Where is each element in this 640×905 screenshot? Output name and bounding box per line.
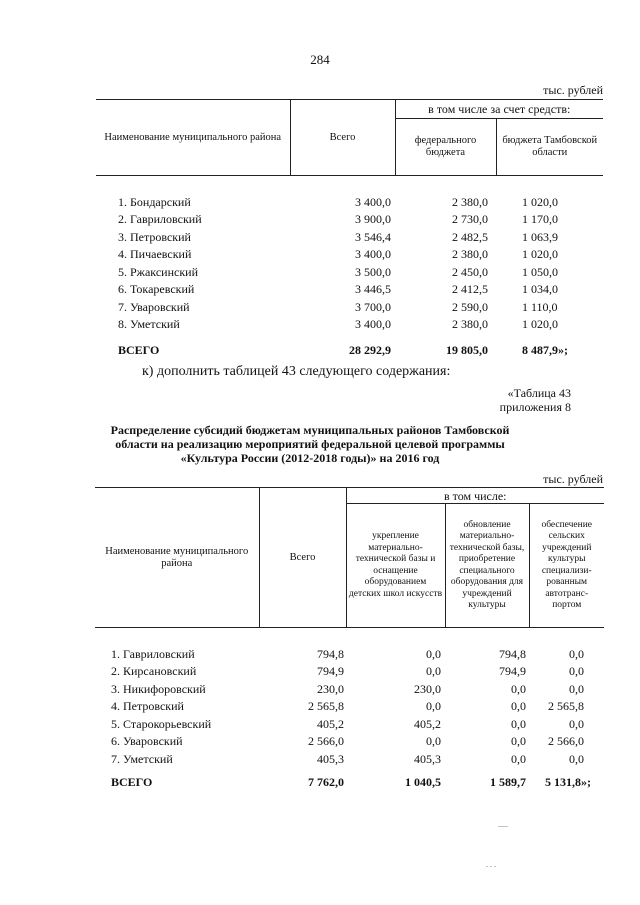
table-row (95, 751, 604, 769)
cell-name: 5. Ржаксинский (118, 264, 198, 279)
cell-federal: 2 450,0 (452, 264, 488, 279)
cell-total: 2 565,8 (308, 699, 344, 714)
amendment-paragraph: к) дополнить таблицей 43 следующего содержания: (142, 364, 451, 379)
cell-c2: 794,8 (499, 646, 526, 661)
cell-c2: 0,0 (511, 681, 526, 696)
table1-header-name: Наименование муниципального района (96, 100, 290, 176)
scan-mark: ..... (498, 820, 508, 829)
table-row (95, 716, 604, 734)
table2 (95, 487, 604, 790)
title-line3: «Культура России (2012-2018 годы)» на 2016 год (180, 451, 440, 465)
cell-c2: 0,0 (511, 716, 526, 731)
cell-federal: 2 380,0 (452, 194, 488, 209)
cell-regional: 1 050,0 (522, 264, 558, 279)
cell-regional: 1 170,0 (522, 212, 558, 227)
cell-total: 3 400,0 (355, 317, 391, 332)
total-col3: 5 131,8»; (545, 775, 591, 789)
total-value: 28 292,9 (349, 342, 391, 357)
table2-header-col1: укрепление материально-технической базы и оснащение оборудованием детских школ искусств (346, 504, 445, 628)
table-reference-line2: приложения 8 (499, 400, 571, 414)
cell-c1: 405,2 (414, 716, 441, 731)
cell-total: 405,2 (317, 716, 344, 731)
cell-federal: 2 590,0 (452, 299, 488, 314)
table2-header-total: Всего (259, 488, 346, 628)
cell-c2: 0,0 (511, 734, 526, 749)
cell-c1: 0,0 (426, 734, 441, 749)
cell-c3: 0,0 (569, 664, 584, 679)
table-row (95, 698, 604, 716)
cell-regional: 1 020,0 (522, 247, 558, 262)
cell-total: 794,8 (317, 646, 344, 661)
table-row (95, 733, 604, 751)
table1-header-federal: федерального бюджета (395, 119, 496, 176)
cell-total: 3 900,0 (355, 212, 391, 227)
cell-name: 1. Бондарский (118, 194, 191, 209)
table2-header-col3: обеспечение сельских учреждений культуры специализи-рованным автотранс-портом (529, 504, 604, 628)
title-line2: области на реализацию мероприятий федеральной целевой программы (115, 437, 505, 451)
total-federal: 19 805,0 (446, 342, 488, 357)
cell-federal: 2 412,5 (452, 282, 488, 297)
table1-unit: тыс. рублей (543, 83, 603, 97)
table2-unit: тыс. рублей (543, 472, 603, 486)
table-row (96, 246, 603, 264)
table1-header-regional: бюджета Тамбовской области (496, 119, 603, 176)
cell-federal: 2 482,5 (452, 229, 488, 244)
table2-header-name: Наименование муниципального района (95, 488, 259, 628)
cell-total: 794,9 (317, 664, 344, 679)
cell-name: 7. Уваровский (118, 299, 190, 314)
cell-name: 2. Гавриловский (118, 212, 202, 227)
cell-name: 3. Петровский (118, 229, 191, 244)
table-row (96, 211, 603, 229)
table-row (95, 663, 604, 681)
cell-c3: 0,0 (569, 681, 584, 696)
page-number: 284 (310, 52, 330, 67)
cell-total: 3 400,0 (355, 247, 391, 262)
cell-c1: 0,0 (426, 664, 441, 679)
cell-c3: 2 565,8 (548, 699, 584, 714)
cell-c1: 230,0 (414, 681, 441, 696)
cell-regional: 1 063,9 (522, 229, 558, 244)
table2-title (110, 423, 510, 465)
table-row (96, 316, 603, 334)
cell-regional: 1 110,0 (522, 299, 558, 314)
cell-total: 3 500,0 (355, 264, 391, 279)
cell-regional: 1 020,0 (522, 194, 558, 209)
cell-name: 4. Пичаевский (118, 247, 192, 262)
cell-c3: 0,0 (569, 716, 584, 731)
cell-c2: 0,0 (511, 751, 526, 766)
cell-name: 8. Уметский (118, 317, 180, 332)
cell-c1: 0,0 (426, 646, 441, 661)
table-reference-line1: «Таблица 43 (507, 386, 571, 400)
cell-regional: 1 020,0 (522, 317, 558, 332)
cell-c3: 0,0 (569, 751, 584, 766)
cell-total: 230,0 (317, 681, 344, 696)
cell-name: 4. Петровский (111, 699, 184, 714)
table1-total-row (96, 334, 603, 358)
cell-name: 1. Гавриловский (111, 646, 195, 661)
table2-header-col2: обновление материально-технической базы, приобретение специального оборудования для учреждений культуры (445, 504, 529, 628)
cell-federal: 2 380,0 (452, 317, 488, 332)
cell-regional: 1 034,0 (522, 282, 558, 297)
cell-total: 3 446,5 (355, 282, 391, 297)
title-line1: Распределение субсидий бюджетам муниципальных районов Тамбовской (110, 423, 510, 437)
cell-federal: 2 730,0 (452, 212, 488, 227)
cell-name: 3. Никифоровский (111, 681, 206, 696)
table-row (96, 229, 603, 247)
cell-name: 6. Уваровский (111, 734, 183, 749)
total-label: ВСЕГО (118, 342, 160, 357)
table1 (96, 99, 603, 358)
table-row (95, 646, 604, 664)
table1-header-total: Всего (290, 100, 395, 176)
cell-name: 7. Уметский (111, 751, 173, 766)
table1-header-group: в том числе за счет средств: (395, 100, 603, 119)
total-regional: 8 487,9»; (522, 342, 568, 357)
cell-c2: 0,0 (511, 699, 526, 714)
cell-c3: 0,0 (569, 646, 584, 661)
total-col2: 1 589,7 (490, 775, 526, 789)
cell-c1: 0,0 (426, 699, 441, 714)
cell-c2: 794,9 (499, 664, 526, 679)
cell-c3: 2 566,0 (548, 734, 584, 749)
total-value: 7 762,0 (308, 775, 344, 789)
cell-name: 2. Кирсановский (111, 664, 197, 679)
table-row (95, 681, 604, 699)
table-row (96, 264, 603, 282)
cell-total: 405,3 (317, 751, 344, 766)
table-row (96, 299, 603, 317)
total-col1: 1 040,5 (405, 775, 441, 789)
cell-name: 6. Токаревский (118, 282, 195, 297)
cell-total: 3 700,0 (355, 299, 391, 314)
table-reference (0, 386, 571, 414)
table2-header-group: в том числе: (346, 488, 604, 504)
cell-total: 3 400,0 (355, 194, 391, 209)
scan-mark: . . . (486, 860, 496, 869)
cell-total: 2 566,0 (308, 734, 344, 749)
table-row (96, 194, 603, 212)
cell-total: 3 546,4 (355, 229, 391, 244)
cell-c1: 405,3 (414, 751, 441, 766)
table-row (96, 281, 603, 299)
table2-total-row (95, 768, 604, 790)
cell-name: 5. Старокорьевский (111, 716, 212, 731)
cell-federal: 2 380,0 (452, 247, 488, 262)
total-label: ВСЕГО (111, 775, 153, 789)
